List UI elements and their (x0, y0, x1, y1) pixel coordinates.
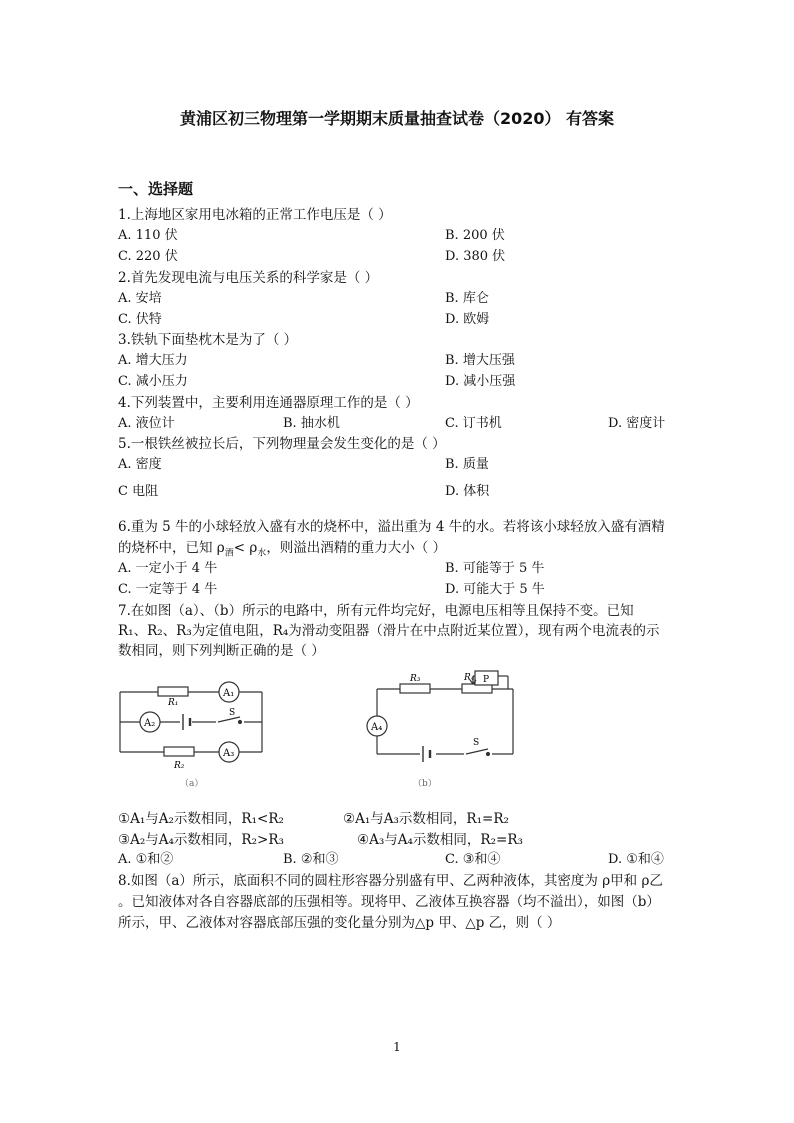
question-7-line-1: 7.在如图（a）、（b）所示的电路中，所有元件均完好，电源电压相等且保持不变。已知 (118, 603, 634, 619)
page-title: 黄浦区初三物理第一学期期末质量抽查试卷（2020） 有答案 (179, 109, 615, 128)
question-1-option-d: D. 380 伏 (445, 249, 506, 264)
question-7-option-b: B. ②和③ (283, 852, 339, 867)
question-4-stem: 4.下列装置中，主要利用连通器原理工作的是（ ） (118, 395, 419, 411)
question-3-stem: 3.铁轨下面垫枕木是为了（ ） (118, 332, 298, 348)
svg-text:P: P (483, 675, 490, 685)
question-6-option-a: A. 一定小于 4 牛 (118, 561, 218, 576)
question-8-line-2: 。已知液体对各自容器底部的压强相等。现将甲、乙液体互换容器（均不溢出），如图（b） (118, 894, 660, 910)
question-8-line-1: 8.如图（a）所示，底面积不同的圆柱形容器分别盛有甲、乙两种液体，其密度为 ρ甲和 ρ乙 (118, 873, 663, 889)
question-6-line-1: 6.重为 5 牛的小球轻放入盛有水的烧杯中，溢出重为 4 牛的水。若将该小球轻放入盛有酒精 (118, 519, 665, 535)
question-7-statement-3: ③A₂与A₄示数相同，R₂>R₃ (118, 832, 284, 848)
svg-text:R₄: R₄ (464, 673, 475, 683)
svg-text:A₁: A₁ (223, 688, 235, 699)
question-2-option-b: B. 库仑 (445, 291, 489, 306)
question-5-stem: 5.一根铁丝被拉长后，下列物理量会发生变化的是（ ） (118, 436, 446, 452)
question-7-option-d: D. ①和④ (608, 852, 664, 867)
svg-text:S: S (229, 708, 236, 718)
circuit-figure-a (112, 672, 277, 794)
question-5-option-d: D. 体积 (445, 484, 490, 499)
question-3-option-b: B. 增大压强 (445, 353, 515, 368)
resistor-r3 (400, 684, 430, 693)
question-2-stem: 2.首先发现电流与电压关系的科学家是（ ） (118, 270, 379, 286)
question-1-option-b: B. 200 伏 (445, 228, 505, 243)
question-1-stem: 1.上海地区家用电冰箱的正常工作电压是（ ） (118, 207, 392, 223)
question-7-statement-1: ①A₁与A₂示数相同，R₁<R₂ (118, 811, 284, 827)
question-5-option-c: C 电阻 (118, 484, 159, 499)
question-6-option-b: B. 可能等于 5 牛 (445, 561, 545, 576)
question-2-option-a: A. 安培 (118, 291, 162, 306)
question-4-option-c: C. 订书机 (445, 416, 502, 431)
question-4-option-d: D. 密度计 (608, 416, 666, 431)
question-8-line-3: 所示，甲、乙液体对容器底部压强的变化量分别为△p 甲、△p 乙，则（ ） (118, 915, 561, 931)
question-7-line-2: R₁、R₂、R₃为定值电阻，R₄为滑动变阻器（滑片在中点附近某位置），现有两个电流表的示 (118, 623, 660, 639)
question-2-option-c: C. 伏特 (118, 312, 162, 327)
svg-text:R₂: R₂ (174, 761, 185, 771)
question-7-option-a: A. ①和② (118, 852, 174, 867)
resistor-r1 (158, 687, 188, 696)
question-6-option-c: C. 一定等于 4 牛 (118, 582, 218, 597)
question-4-option-b: B. 抽水机 (283, 416, 340, 431)
svg-text:（b）: （b） (413, 779, 437, 789)
question-2-option-d: D. 欧姆 (445, 312, 490, 327)
question-7-statement-2: ②A₁与A₃示数相同，R₁=R₂ (343, 811, 509, 827)
section-heading: 一、选择题 (118, 180, 194, 198)
circuit-figure-b (360, 666, 522, 794)
svg-text:R₁: R₁ (168, 698, 179, 708)
resistor-r2 (164, 747, 194, 756)
question-6-option-d: D. 可能大于 5 牛 (445, 582, 545, 597)
svg-text:A₂: A₂ (144, 718, 156, 729)
question-1-option-c: C. 220 伏 (118, 249, 178, 264)
question-5-option-b: B. 质量 (445, 457, 489, 472)
question-5-option-a: A. 密度 (118, 457, 162, 472)
question-3-option-d: D. 减小压强 (445, 374, 516, 389)
question-3-option-a: A. 增大压力 (118, 353, 188, 368)
question-7-option-c: C. ③和④ (445, 852, 501, 867)
question-7-line-3: 数相同，则下列判断正确的是（ ） (118, 643, 325, 659)
svg-text:（a）: （a） (180, 779, 204, 789)
svg-text:A₄: A₄ (371, 722, 383, 733)
question-7-statement-4: ④A₃与A₄示数相同，R₂=R₃ (357, 832, 523, 848)
svg-text:A₃: A₃ (223, 748, 235, 759)
question-6-line-2: 的烧杯中，已知 $\rho_酒< \rho_水$，则溢出酒精的重力大小（ ） (118, 540, 447, 559)
question-4-option-a: A. 液位计 (118, 416, 175, 431)
svg-text:S: S (473, 738, 480, 748)
question-3-option-c: C. 减小压力 (118, 374, 188, 389)
page-number: 1 (393, 1040, 401, 1054)
svg-text:R₃: R₃ (410, 674, 421, 684)
question-1-option-a: A. 110 伏 (118, 228, 178, 243)
